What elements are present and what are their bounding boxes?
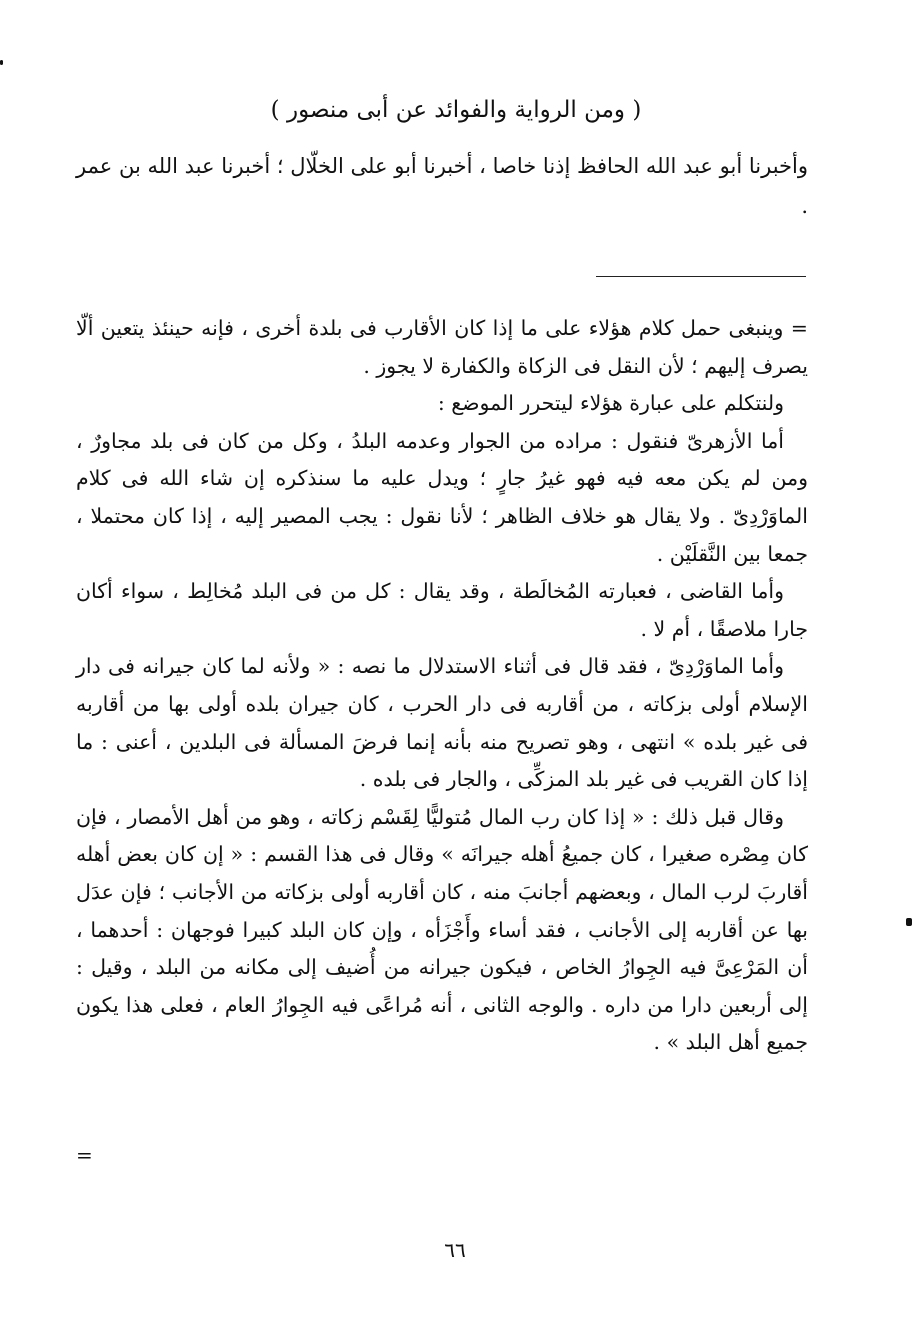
main-text	[76, 146, 808, 226]
footnotes	[76, 310, 808, 1062]
scan-speck	[906, 918, 912, 926]
main-paragraph: وأخبرنا أبو عبد الله الحافظ إذنا خاصا ، أخبرنا أبو على الخلّال ؛ أخبرنا عبد الله بن عمر .	[76, 154, 808, 218]
footnote-paragraph: أما الأزهرىّ فنقول : مراده من الجوار وعدمه البلدُ ، وكل من كان فى بلد مجاورٌ ، ومن لم يكن معه فيه فهو غيرُ جارٍ ؛ ويدل عليه ما سنذكره إن شاء الله فى كلام الماوَرْدِىّ . ولا يقال هو خلاف الظاهر ؛ لأنا نقول : يجب المصير إليه ، إذا كان محتملا ، جمعا بين النَّقلَيْن .	[76, 428, 808, 566]
footnote-paragraph: = وينبغى حمل كلام هؤلاء على ما إذا كان الأقارب فى بلدة أخرى ، فإنه حينئذ يتعين ألّا يصرف إليهم ؛ لأن النقل فى الزكاة والكفارة لا يجوز .	[76, 316, 808, 378]
footnote-paragraph: وأما القاضى ، فعبارته المُخالَطة ، وقد يقال : كل من فى البلد مُخالِط ، سواء أكان جارا ملاصقًا ، أم لا .	[76, 579, 808, 641]
continuation-mark: =	[76, 1143, 93, 1167]
page-number: ٦٦	[444, 1238, 466, 1262]
footnote-paragraph: ولنتكلم على عبارة هؤلاء ليتحرر الموضع :	[437, 391, 784, 416]
scan-speck	[0, 60, 3, 65]
footnote-paragraph: وقال قبل ذلك : « إذا كان رب المال مُتوليًّا لِقَسْم زكاته ، وهو من أهل الأمصار ، فإن كان مِصْره صغيرا ، كان جميعُ أهله جيرانَه » وقال فى هذا القسم : « إن كان بعض أهله أقاربَ لرب المال ، وبعضهم أجانبَ منه ، كان أقاربه أولى بزكاته من الأجانب ؛ فإن عدَل بها عن أقاربه إلى الأجانب ، فقد أساء وأَجْزَأه ، وإن كان البلد كبيرا فوجهان : أحدهما ، أن المَرْعِىَّ فيه الجِوارُ الخاص ، فيكون جيرانه من أُضيف إلى مكانه من البلد ، وقيل : إلى أربعين دارا من داره . والوجه الثانى ، أنه مُراعًى فيه الجِوارُ العام ، فعلى هذا يكون جميع أهل البلد » .	[76, 804, 808, 1055]
section-heading: ( ومن الرواية والفوائد عن أبى منصور )	[270, 97, 642, 123]
footnote-paragraph: وأما الماوَرْدِىّ ، فقد قال فى أثناء الاستدلال ما نصه : « ولأنه لما كان جيرانه فى دار الإسلام أولى بزكاته ، من أقاربه فى دار الحرب ، كان جيران بلده أولى بها من أقاربه فى غير بلده » انتهى ، وهو تصريح منه بأنه إنما فرضَ المسألة فى البلدين ، أعنى : ما إذا كان القريب فى غير بلد المزكِّى ، والجار فى بلده .	[76, 654, 808, 792]
footnote-separator	[596, 276, 806, 277]
